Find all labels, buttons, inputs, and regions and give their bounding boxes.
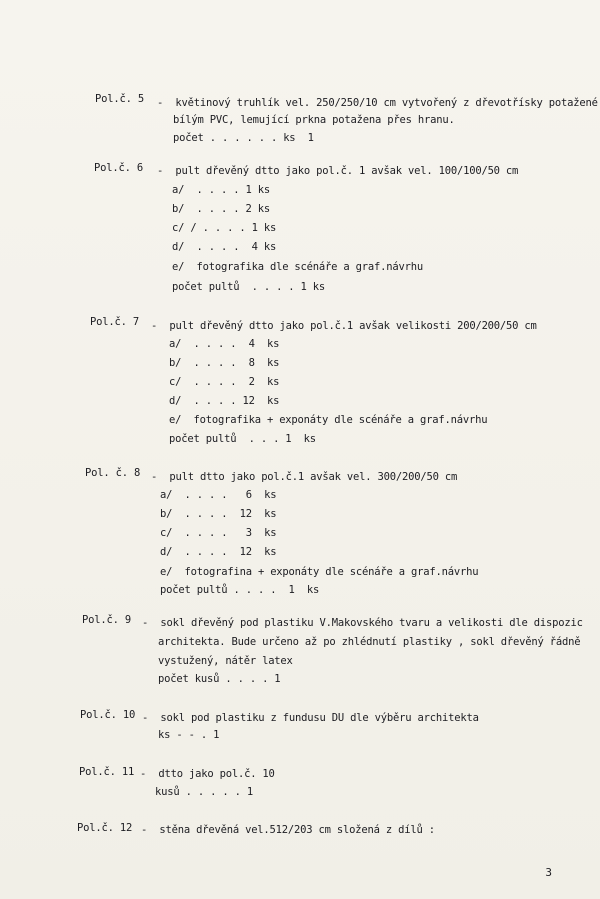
item-line: d/ . . . . 12 ks: [169, 395, 280, 407]
item-label: Pol.č. 7: [90, 316, 139, 328]
item-line: b/ . . . . 12 ks: [160, 508, 277, 520]
item-line: - květinový truhlík vel. 250/250/10 cm vytvořený z dřevotřísky potažené: [157, 97, 598, 109]
item-line: b/ . . . . 2 ks: [172, 203, 270, 215]
item-label: Pol.č. 5: [95, 93, 144, 105]
item-line: b/ . . . . 8 ks: [169, 357, 280, 369]
item-line: c/ / . . . . 1 ks: [172, 222, 277, 234]
item-line: - pult dřevěný dtto jako pol.č. 1 avšak vel. 100/100/50 cm: [157, 165, 519, 177]
item-label: Pol.č. 6: [94, 162, 143, 174]
item-line: c/ . . . . 2 ks: [169, 376, 280, 388]
item-line: - pult dřevěný dtto jako pol.č.1 avšak velikosti 200/200/50 cm: [151, 320, 537, 332]
item-line: - pult dtto jako pol.č.1 avšak vel. 300/200/50 cm: [151, 471, 458, 483]
item-line: e/ fotografika dle scénáře a graf.návrhu: [172, 261, 423, 273]
item-line: c/ . . . . 3 ks: [160, 527, 277, 539]
item-line: - stěna dřevěná vel.512/203 cm složená z dílů :: [141, 824, 435, 836]
item-line: e/ fotografina + exponáty dle scénáře a graf.návrhu: [160, 566, 479, 578]
item-line: kusů . . . . . 1: [155, 786, 253, 798]
item-line: bílým PVC, lemující prkna potažena přes hranu.: [173, 114, 455, 126]
item-line: - sokl pod plastiku z fundusu DU dle výběru architekta: [142, 712, 479, 724]
item-line: počet pultů . . . . 1 ks: [172, 281, 326, 293]
item-line: d/ . . . . 12 ks: [160, 546, 277, 558]
item-line: a/ . . . . 6 ks: [160, 489, 277, 501]
item-label: Pol.č. 12: [77, 822, 133, 834]
item-line: a/ . . . . 1 ks: [172, 184, 270, 196]
item-line: - sokl dřevěný pod plastiku V.Makovského tvaru a velikosti dle dispozic: [142, 617, 583, 629]
item-line: a/ . . . . 4 ks: [169, 338, 280, 350]
page-number: 3: [545, 866, 552, 879]
item-label: Pol.č. 9: [82, 614, 131, 626]
item-line: architekta. Bude určeno až po zhlédnutí plastiky , sokl dřevěný řádně: [158, 636, 581, 648]
item-line: počet pultů . . . 1 ks: [169, 433, 316, 445]
item-line: d/ . . . . 4 ks: [172, 241, 277, 253]
item-line: počet pultů . . . . 1 ks: [160, 584, 320, 596]
item-label: Pol.č. 10: [80, 709, 136, 721]
item-label: Pol. č. 8: [85, 467, 141, 479]
item-line: ks - - . 1: [158, 729, 220, 741]
item-line: vystužený, nátěr latex: [158, 655, 293, 667]
item-line: e/ fotografika + exponáty dle scénáře a graf.návrhu: [169, 414, 488, 426]
item-line: počet kusů . . . . 1: [158, 673, 281, 685]
item-label: Pol.č. 11: [79, 766, 135, 778]
item-line: počet . . . . . . ks 1: [173, 132, 314, 144]
item-line: - dtto jako pol.č. 10: [140, 768, 275, 780]
